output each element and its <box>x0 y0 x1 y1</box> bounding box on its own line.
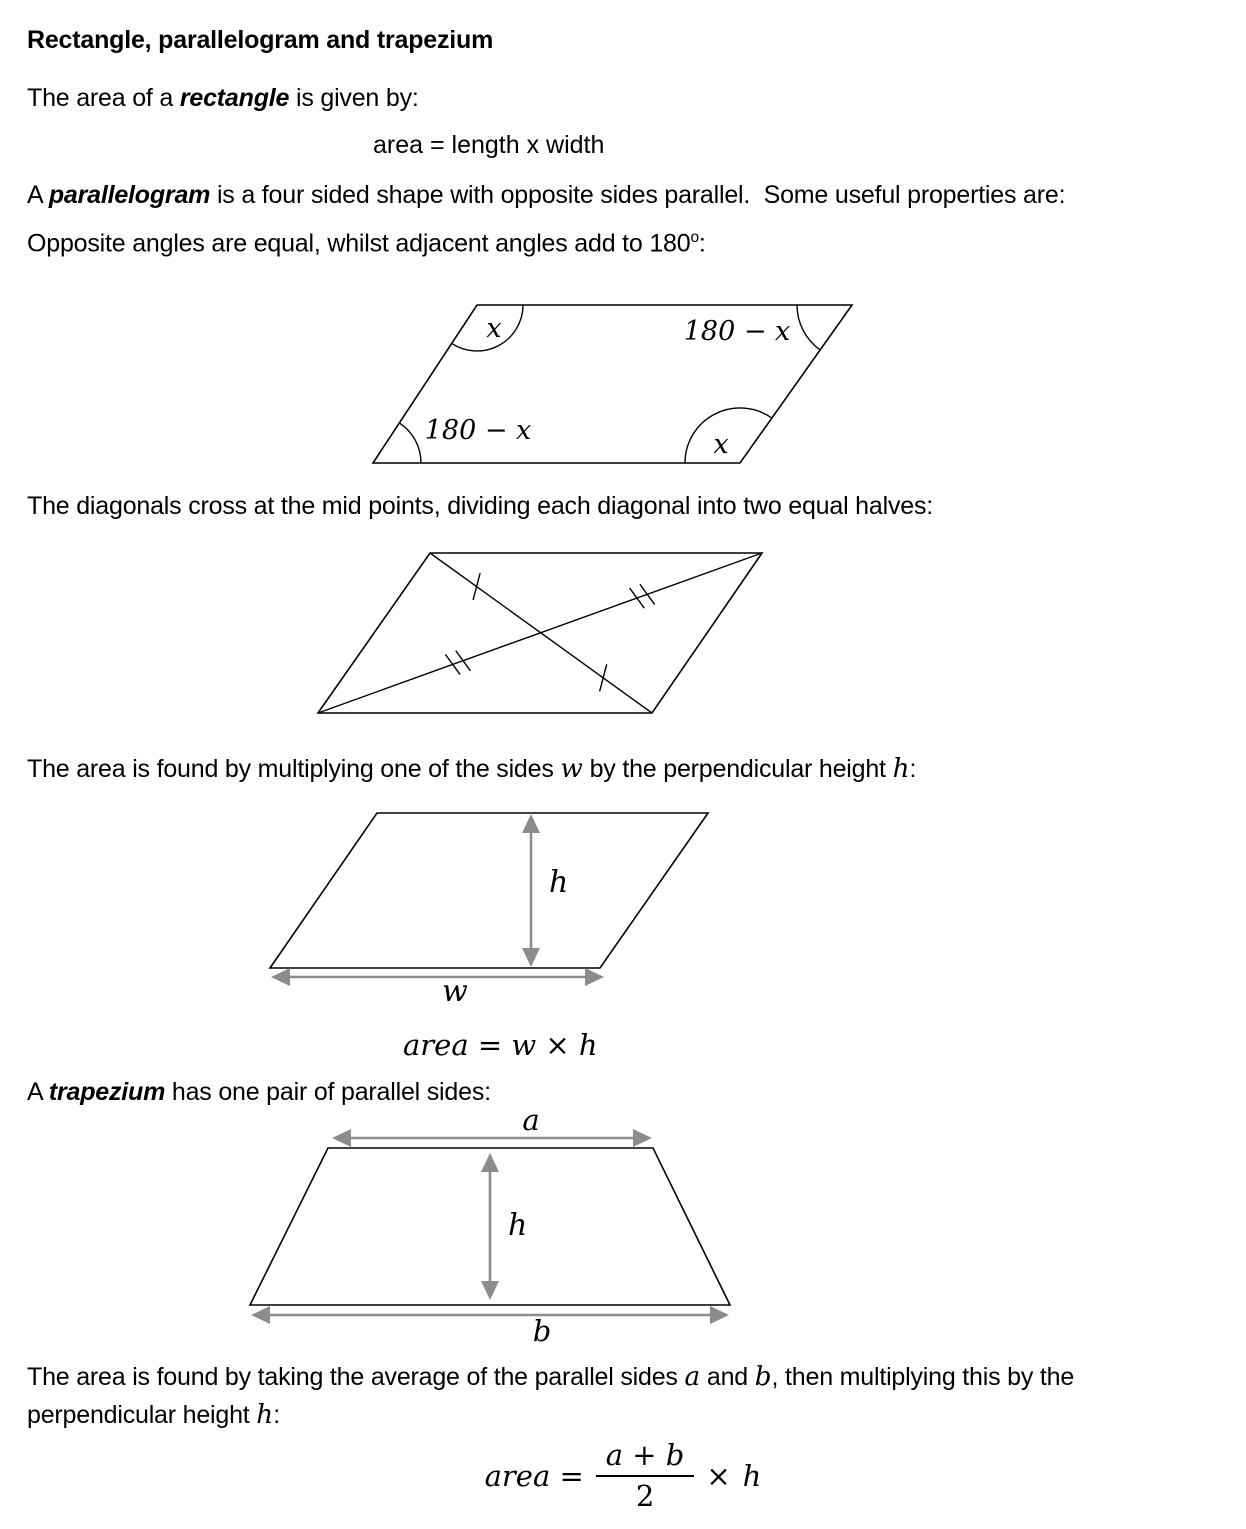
degree-superscript: o <box>690 229 699 246</box>
text-segment: is a four sided shape with opposite sides parallel. Some useful properties are: <box>210 181 1066 209</box>
text-segment: : <box>273 1401 280 1429</box>
parallelogram-term: parallelogram <box>48 181 211 209</box>
var-h: h <box>256 1400 274 1430</box>
text-segment: is given by: <box>289 84 419 112</box>
angle-arc-bottom-left <box>399 423 421 463</box>
height-arrowhead-down <box>481 1281 499 1300</box>
angle-label-bottom-right: x <box>713 429 729 460</box>
para-average-line1 <box>27 1362 1074 1392</box>
diagonal-parallelogram-diagram <box>300 545 780 725</box>
side-b-arrowhead-left <box>251 1306 270 1324</box>
text-segment: : <box>698 229 706 258</box>
para-parallelogram-intro <box>27 181 1065 210</box>
para-area-method <box>27 754 916 784</box>
side-a-label: a <box>522 1103 540 1137</box>
text-segment: A <box>27 181 49 209</box>
angle-label-top-right: 180 − x <box>683 316 791 347</box>
multiply-operator: × <box>706 1458 731 1493</box>
angle-arc-top-right <box>797 305 820 350</box>
page-title: Rectangle, parallelogram and trapezium <box>27 26 494 54</box>
var-w: w <box>560 754 583 784</box>
angle-label-top-left: x <box>486 313 502 344</box>
text-segment: The area of a <box>27 84 180 112</box>
height-label: h <box>549 865 569 900</box>
height-arrowhead-down <box>522 948 540 967</box>
side-b-label: b <box>532 1314 552 1348</box>
trapezium-term: trapezium <box>48 1078 166 1106</box>
height-arrowhead-up <box>481 1153 499 1172</box>
parallelogram-outline <box>270 813 708 968</box>
trapezium-area-formula <box>0 1438 1246 1513</box>
side-a-arrowhead-left <box>332 1129 351 1147</box>
text-segment: The area is found by multiplying one of the sides <box>27 755 561 783</box>
side-a-arrowhead-right <box>633 1129 652 1147</box>
para-diagonal-property: The diagonals cross at the mid points, dividing each diagonal into two equal halves: <box>27 492 933 520</box>
single-tick-mark <box>465 573 488 600</box>
diagonal-line-2 <box>318 553 762 713</box>
text-segment: perpendicular height <box>27 1401 257 1429</box>
single-tick-mark <box>592 664 615 691</box>
text-segment: The area is found by taking the average of the parallel sides <box>27 1363 685 1391</box>
para-rectangle-intro <box>27 84 419 113</box>
height-arrowhead-up <box>522 814 540 833</box>
fraction-numerator: a + b <box>596 1438 695 1477</box>
formula-rhs-variable: h <box>742 1458 762 1493</box>
text-segment: has one pair of parallel sides: <box>165 1078 491 1106</box>
text-segment: : <box>909 755 917 783</box>
para-average-line2 <box>27 1400 280 1430</box>
para-trapezium-intro <box>27 1078 491 1107</box>
var-a: a <box>684 1362 701 1392</box>
rectangle-term: rectangle <box>179 84 290 112</box>
height-label: h <box>508 1208 528 1243</box>
fraction-denominator: 2 <box>635 1479 655 1513</box>
rectangle-area-formula: area = length x width <box>373 131 605 159</box>
side-b-arrowhead-right <box>710 1306 729 1324</box>
var-h: h <box>892 754 910 784</box>
width-label: w <box>442 974 468 1009</box>
formula-lhs: area = <box>484 1458 584 1493</box>
text-segment: and <box>700 1363 755 1391</box>
area-parallelogram-diagram <box>250 798 690 1013</box>
parallelogram-area-formula: area = w × h <box>403 1028 598 1062</box>
width-arrowhead-left <box>271 968 290 986</box>
text-segment: , then multiplying this by the <box>771 1363 1075 1391</box>
angle-label-bottom-left: 180 − x <box>424 415 532 446</box>
text-segment: A <box>27 1078 49 1106</box>
angle-parallelogram-diagram <box>360 295 870 480</box>
width-arrowhead-right <box>585 968 604 986</box>
var-b: b <box>754 1362 772 1392</box>
trapezium-diagram <box>240 1103 760 1348</box>
text-segment: by the perpendicular height <box>582 755 893 783</box>
text-segment: Opposite angles are equal, whilst adjacent angles add to 180 <box>27 229 691 258</box>
fraction <box>596 1438 695 1513</box>
para-angle-property <box>27 229 706 258</box>
